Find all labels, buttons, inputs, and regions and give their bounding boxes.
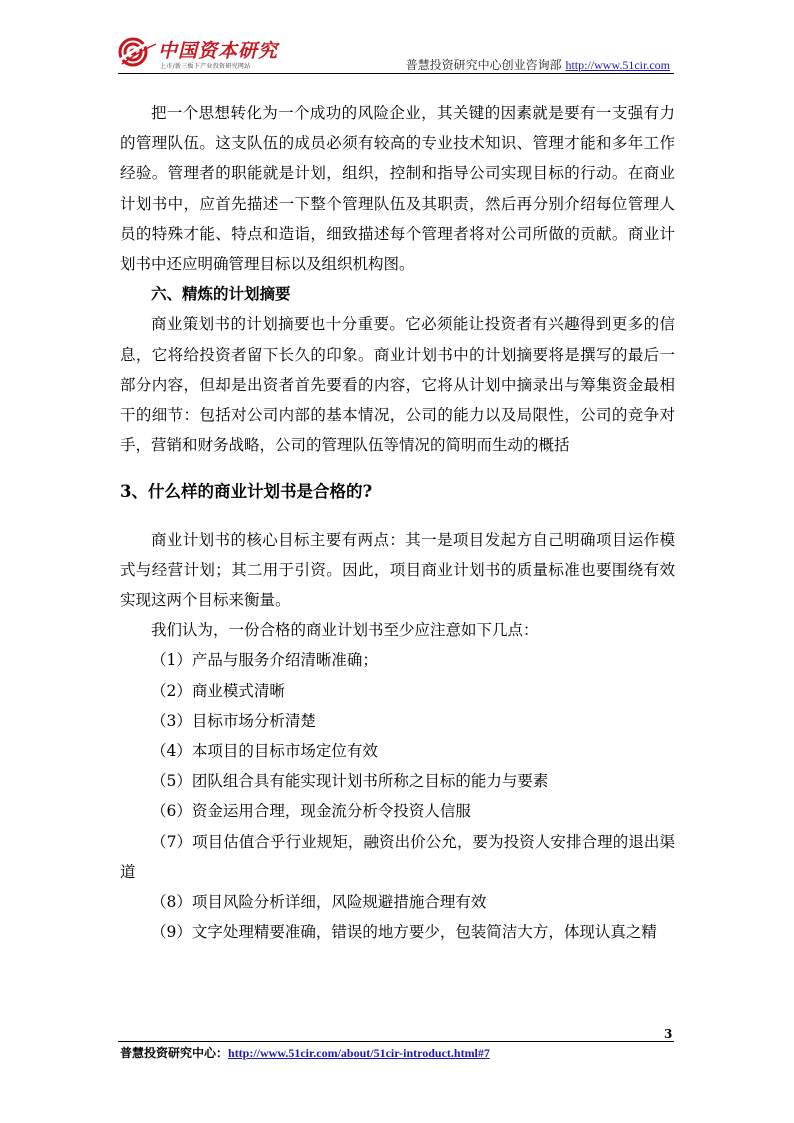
header-divider xyxy=(118,73,674,74)
list-item: （1）产品与服务介绍清晰准确； xyxy=(151,651,378,670)
logo-subtitle: 上市/新三板下产业投资研究网站 xyxy=(160,63,251,70)
footer-divider xyxy=(118,1041,674,1042)
subheading-plan-summary: 六、精炼的计划摘要 xyxy=(151,284,291,304)
list-item: （4）本项目的目标市场定位有效 xyxy=(151,742,378,761)
footer-label: 普慧投资研究中心： xyxy=(120,1046,229,1060)
header-org-text: 普慧投资研究中心创业咨询部 xyxy=(405,58,562,72)
header-url-link[interactable]: http://www.51cir.com xyxy=(565,58,670,72)
paragraph-core-goals: 商业计划书的核心目标主要有两点：其一是项目发起方自己明确项目运作模式与经营计划；其二用于引资。因此，项目商业计划书的质量标准也要围绕有效实现这两个目标来衡量。 xyxy=(120,530,675,610)
paragraph-management-team: 把一个思想转化为一个成功的风险企业，其关键的因素就是要有一支强有力的管理队伍。这支队伍的成员必须有较高的专业技术知识、管理才能和多年工作经验。管理者的职能就是计划，组织，控制和指导公司实现目标的行动。在商业计划书中，应首先描述一下整个管理队伍及其职责，然后再分别介绍每位管理人员的特殊才能、特点和造诣，细致描述每个管理者将对公司所做的贡献。商业计划书中还应明确管理目标以及组织机构图。 xyxy=(120,104,675,274)
list-item: （5）团队组合具有能实现计划书所称之目标的能力与要素 xyxy=(151,772,549,791)
page-header xyxy=(118,30,678,74)
list-item: （2）商业模式清晰 xyxy=(151,681,285,700)
header-org-info xyxy=(406,56,670,73)
paragraph-plan-summary: 商业策划书的计划摘要也十分重要。它必须能让投资者有兴趣得到更多的信息，它将给投资者留下长久的印象。商业计划书中的计划摘要将是撰写的最后一部分内容，但却是出资者首先要看的内容，它将从计划中摘录出与筹集资金最相干的细节：包括对公司内部的基本情况，公司的能力以及局限性，公司的竞争对手，营销和财务战略，公司的管理队伍等情况的简明而生动的概括 xyxy=(120,315,675,455)
paragraph-checklist-intro: 我们认为，一份合格的商业计划书至少应注意如下几点： xyxy=(151,621,539,640)
page-footer xyxy=(120,1044,490,1061)
list-item: （8）项目风险分析详细，风险规避措施合理有效 xyxy=(151,893,487,912)
list-item: （3）目标市场分析清楚 xyxy=(151,711,316,730)
logo-title: 中国资本研究 xyxy=(158,40,279,62)
section-heading-3: 3、什么样的商业计划书是合格的? xyxy=(120,482,373,502)
document-body xyxy=(120,98,675,947)
list-item: （6）资金运用合理，现金流分析令投资人信服 xyxy=(151,802,471,821)
logo-globe-icon xyxy=(118,34,158,70)
list-item: （9）文字处理精要准确，错误的地方要少，包装简洁大方，体现认真之精 xyxy=(151,923,657,942)
list-item: （7）项目估值合乎行业规矩，融资出价公允，要为投资人安排合理的退出渠道 xyxy=(120,832,675,881)
page-number: 3 xyxy=(664,1027,673,1041)
footer-url-link[interactable]: http://www.51cir.com/about/51cir-introduct.html#7 xyxy=(228,1046,490,1060)
